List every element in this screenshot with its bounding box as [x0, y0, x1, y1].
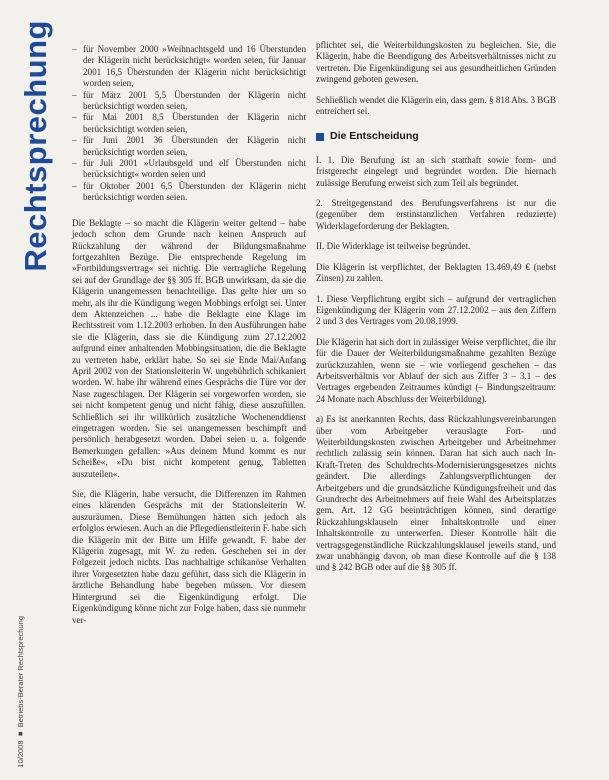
paragraph: 1. Diese Verpflichtung ergibt sich – aufgrund der vertraglichen Eigenkündigung der Klägerin vom 27.12.2002 – aus den Ziffern 2 und 3 des Vertrages vom 20.08.1999.	[316, 293, 556, 327]
paragraph: pflichtet sei, die Weiterbildungskosten zu begleichen. Sie, die Klägerin, habe die Beendigung des Arbeitsverhältnisses nicht zu vertreten. Die Eigenkündigung sei aus gesundheitlichen Gründen zwingend geboten gewesen.	[316, 40, 556, 85]
paragraph: I. 1. Die Berufung ist an sich statthaft sowie form- und fristgerecht eingelegt und begründet worden. Die hiernach zulässige Berufung erweist sich zum Teil als begründet.	[316, 154, 556, 188]
section-heading	[316, 131, 556, 142]
paragraph: II. Die Widerklage ist teilweise begründet.	[316, 241, 471, 252]
list-item: – für November 2000 »Weihnachtsgeld und 16 Überstunden der Klägerin nicht berücksichtigt« worden seien, für Januar 2001 16,5 Überstunden der Klägerin nicht berücksichtigt worden seien,	[72, 44, 306, 90]
list-item: – für Juli 2001 »Urlaubsgeld und elf Überstunden nicht berücksichtigt« worden seien und	[72, 158, 306, 181]
paragraph: Schließlich wendet die Klägerin ein, dass gem. § 818 Abs. 3 BGB entreichert sei.	[316, 94, 556, 117]
paragraph: a) Es ist anerkannten Rechts, dass Rückzahlungsvereinbarungen über vom Arbeitgeber verauslagte Fort- und Weiterbildungskosten zwischen Arbeitgeber und Arbeitnehmer rechtlich zulässig sein können. Daran hat sich auch nach In-Kraft-Treten des Schuldrechts-Modernisierungsgesetzes nichts geändert. Die allerdings Zahlungsverpflichtungen der Arbeitgebers und die grundsätzliche Kündigungsfreiheit und das Grundrecht des Arbeitnehmers auf freie Wahl des Arbeitsplatzes gem. Art. 12 GG beeinträchtigen können, sind derartige Rückzahlungsklauseln einer Inhaltskontrolle und einer Inhaltskontrolle zu unterwerfen. Dieser Kontrolle hält die vertragsgegenständliche Rückzahlungsklausel jeweils stand, und zwar unabhängig davon, ob man diese Kontrolle auf die § 138 und § 242 BGB oder auf die §§ 305 ff.	[316, 414, 556, 573]
section-title-text: Rechtsprechung	[18, 20, 53, 272]
right-column	[316, 40, 556, 583]
list-item: – für Juni 2001 36 Überstunden der Klägerin nicht berücksichtigt worden seien,	[72, 135, 306, 158]
paragraph: 2. Streitgegenstand des Berufungsverfahrens ist nur die (gegenüber dem erstinstanzlichen Verfahren reduzierte) Widerklageforderung der Beklagten.	[316, 198, 556, 231]
section-title	[14, 20, 58, 270]
paragraph: Sie, die Klägerin, habe versucht, die Differenzen im Rahmen eines klärenden Gesprächs mit der Stationsleiterin W. auszuräumen. Diese Bemühungen hätten sich jedoch als erfolglos erwiesen. Auch an die Pflegedienstleiterin F. habe sich die Klägerin mit der Bitte um Hilfe gewandt. F. habe der Klägerin zugesagt, mit W. zu reden. Geschehen sei in der Folgezeit jedoch nichts. Das nachhaltige schikanöse Verhalten ihrer Vorgesetzten habe dazu geführt, dass sich die Klägerin in ärztliche Behandlung habe begeben müssen. Vor diesem Hintergrund sei die Eigenkündigung erfolgt. Die Eigenkündigung könne nicht zur Folge haben, dass sie nunmehr ver-	[72, 489, 306, 625]
page-footer	[12, 618, 28, 768]
list-item: – für März 2001 5,5 Überstunden der Klägerin nicht berücksichtigt worden seien,	[72, 90, 306, 113]
square-bullet-icon	[316, 133, 324, 141]
paragraph: Die Klägerin hat sich dort in zulässiger Weise verpflichtet, die ihr für die Dauer der Weiterbildungsmaßnahme gezahlten Bezüge zurückzuzahlen, wenn sie – wie vorliegend geschehen – das Arbeitsverhältnis vor Ablauf der sich aus Ziffer 3 – 3.1 – des Vertrages ergebenden Zeitraumes kündigt (– Bindungszeitraum: 24 Monate nach Abschluss der Weiterbildung).	[316, 336, 556, 404]
overtime-list	[72, 44, 306, 204]
left-column	[72, 44, 306, 635]
section-heading-text: Die Entscheidung	[330, 130, 419, 143]
list-item: – für Oktober 2001 6,5 Überstunden der Klägerin nicht berücksichtigt worden seien.	[72, 181, 306, 204]
paragraph: Die Klägerin ist verpflichtet, der Beklagten 13.469,49 € (nebst Zinsen) zu zahlen.	[316, 261, 556, 284]
paragraph: Die Beklagte – so macht die Klägerin weiter geltend – habe jedoch schon dem Grunde nach keinen Anspruch auf Rückzahlung der während der Bildungsmaßnahme fortgezahlten Bezüge. Die entsprechende Regelung im »Fortbildungsvertrag« sei nichtig. Die vertragliche Regelung sei auf der Grundlage der §§ 305 ff. BGB unwirksam, da sie die Klägerin unangemessen benachteilige. Das gelte hier um so mehr, als ihr die Kündigung wegen Mobbings erfolgt sei. Unter dem Aktenzeichen ... habe die Beklagte eine Klage im Rechtsstreit vom 1.12.2003 erhoben. In den Ausführungen habe sie die Klägerin, dass sie die Kündigung zum 27.12.2002 aufgrund einer anhaltenden Mobbingsituation, die die Beklagte zu vertreten habe, erklärt habe. So sei sie Ende Mai/Anfang April 2002 von der Stationsleiterin W. ungebührlich schikaniert worden. W. habe ihr während eines Gesprächs die Türe vor der Nase zugeschlagen. Der Klägerin sei vorgeworfen worden, sie sei nicht kompetent genug und nicht fähig, diese auszufüllen. Schließlich sei ihr willkürlich zusätzliche Wochenenddienst eingetragen worden. Sie sei unangemessen beschimpft und persönlich herabgesetzt worden. Dabei seien u. a. folgende Bemerkungen gefallen: »Aus deinem Mund kommt es nur Scheiße«, »Du bist nicht kompetent genug, Tabletten auszuteilen«.	[72, 217, 306, 479]
list-item: – für Mai 2001 8,5 Überstunden der Klägerin nicht berücksichtigt worden seien,	[72, 112, 306, 135]
footer-text: 10/2008 ■ Betriebs-Berater Rechtsprechung	[15, 616, 25, 768]
